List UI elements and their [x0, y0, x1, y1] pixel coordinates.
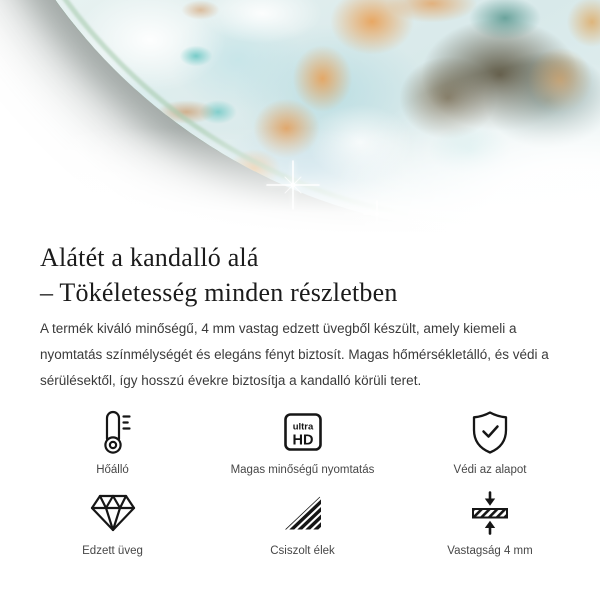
feature-tempered-glass	[40, 490, 185, 557]
shield-check-icon	[470, 409, 510, 455]
diamond-icon	[90, 490, 136, 536]
feature-protects-base	[420, 409, 560, 476]
ultra-hd-icon-text-top: ultra	[292, 421, 313, 433]
feature-label: Magas minőségű nyomtatás	[230, 464, 375, 476]
title-line-1: Alátét a kandalló alá	[40, 243, 259, 272]
feature-label: Csiszolt élek	[270, 545, 335, 557]
polished-edges-icon	[283, 490, 323, 536]
product-info	[0, 240, 600, 394]
sparkle-icon	[265, 157, 321, 213]
feature-grid	[40, 409, 560, 557]
feature-label: Védi az alapot	[453, 464, 527, 476]
page-title	[40, 240, 560, 310]
product-image	[0, 0, 600, 234]
title-line-2: – Tökéletesség minden részletben	[40, 278, 398, 307]
sparkle-small-icon	[362, 199, 392, 229]
feature-label: Hőálló	[96, 464, 129, 476]
ultra-hd-icon	[282, 409, 324, 455]
feature-heat-resistant	[40, 409, 185, 476]
feature-ultra-hd-print	[185, 409, 420, 476]
thermometer-icon	[94, 409, 132, 455]
feature-label: Edzett üveg	[82, 545, 143, 557]
feature-thickness	[420, 490, 560, 557]
product-description: A termék kiváló minőségű, 4 mm vastag edzett üvegből készült, amely kiemeli a nyomtatás színmélységét és elegáns fényt biztosít. Magas hőmérsékletálló, és védi a sérülésektől, így hosszú évekre biztosítja a kandalló körüli teret.	[40, 321, 549, 388]
feature-label: Vastagság 4 mm	[447, 545, 533, 557]
ultra-hd-icon-text-bottom: HD	[292, 432, 313, 449]
thickness-icon	[468, 490, 512, 536]
feature-polished-edges	[185, 490, 420, 557]
